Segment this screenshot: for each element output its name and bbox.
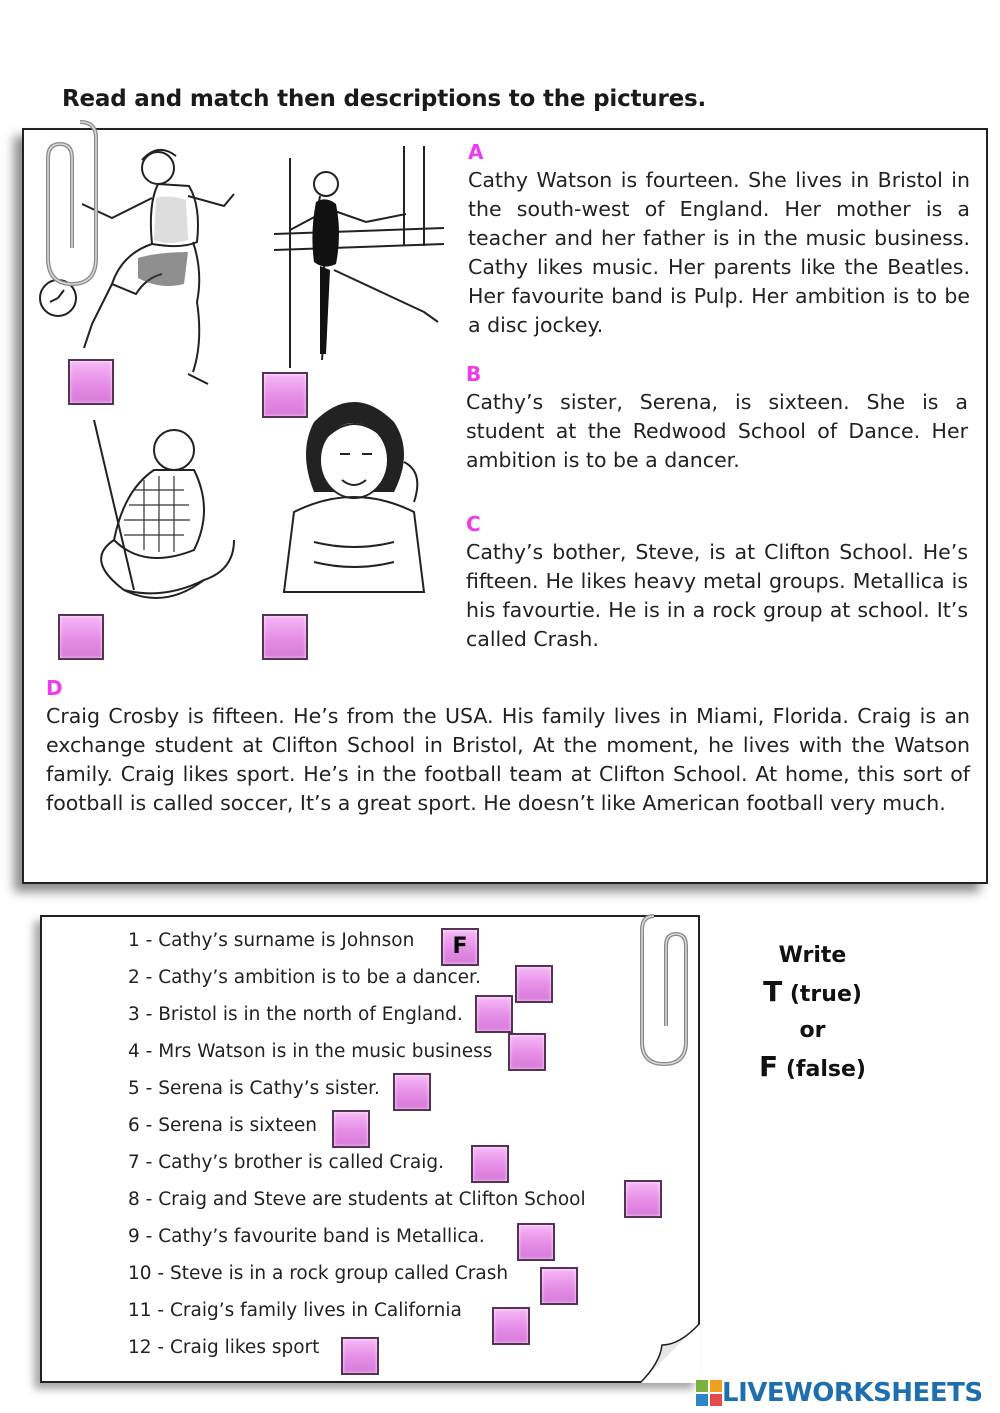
answer-box-5[interactable] xyxy=(393,1073,431,1111)
answer-box-6[interactable] xyxy=(332,1110,370,1148)
question-4: 4 - Mrs Watson is in the music business xyxy=(128,1041,493,1062)
picture-4-answer-box[interactable] xyxy=(262,614,308,660)
answer-box-3[interactable] xyxy=(475,995,513,1033)
true-false-panel xyxy=(40,915,700,1383)
question-5: 5 - Serena is Cathy’s sister. xyxy=(128,1078,380,1099)
paperclip-icon-2 xyxy=(640,912,690,1067)
false-label: (false) xyxy=(785,1057,866,1082)
question-12: 12 - Craig likes sport xyxy=(128,1337,320,1358)
answer-box-4[interactable] xyxy=(508,1033,546,1071)
answer-box-9[interactable] xyxy=(517,1223,555,1261)
reading-panel xyxy=(22,128,988,884)
picture-guitarist xyxy=(64,410,244,620)
question-8: 8 - Craig and Steve are students at Clifton School xyxy=(128,1189,586,1210)
question-10: 10 - Steve is in a rock group called Crash xyxy=(128,1263,509,1284)
picture-girl-headphones xyxy=(254,392,444,602)
question-11: 11 - Craig’s family lives in California xyxy=(128,1300,462,1321)
question-1: 1 - Cathy’s surname is Johnson xyxy=(128,930,415,951)
paragraph-b-text: Cathy’s sister, Serena, is sixteen. She is a student at the Redwood School of Dance. Her ambition is to be a dancer. xyxy=(466,390,968,472)
f-letter: F xyxy=(759,1050,779,1083)
answer-box-10[interactable] xyxy=(540,1267,578,1305)
t-letter: T xyxy=(763,975,783,1008)
question-3: 3 - Bristol is in the north of England. xyxy=(128,1004,463,1025)
answer-box-1[interactable]: F xyxy=(441,928,479,966)
picture-ballet-dancer xyxy=(254,138,454,368)
paperclip-icon xyxy=(40,118,100,288)
picture-1-answer-box[interactable] xyxy=(68,359,114,405)
question-7: 7 - Cathy’s brother is called Craig. xyxy=(128,1152,444,1173)
paragraph-b-letter: B xyxy=(466,362,482,386)
question-2: 2 - Cathy’s ambition is to be a dancer. xyxy=(128,967,481,988)
question-9: 9 - Cathy’s favourite band is Metallica. xyxy=(128,1226,485,1247)
question-6: 6 - Serena is sixteen xyxy=(128,1115,317,1136)
answer-box-12[interactable] xyxy=(341,1337,379,1375)
answer-box-11[interactable] xyxy=(492,1307,530,1345)
paragraph-c-text: Cathy’s bother, Steve, is at Clifton School. He’s fifteen. He likes heavy metal groups. Metallica is his favourtie. He is in a rock group at school. It’s called Crash. xyxy=(466,540,968,651)
true-label: (true) xyxy=(789,982,862,1007)
liveworksheets-logo-icon xyxy=(696,1380,722,1406)
liveworksheets-logo xyxy=(696,1378,983,1408)
logo-text: LIVEWORKSHEETS xyxy=(722,1378,983,1408)
write-label: Write xyxy=(778,943,847,968)
folded-corner xyxy=(640,1323,700,1383)
answer-box-7[interactable] xyxy=(471,1145,509,1183)
write-true-false-instruction xyxy=(740,938,885,1088)
paragraph-d-text: Craig Crosby is fifteen. He’s from the USA. His family lives in Miami, Florida. Craig is an exchange student at Clifton School in Bristol, At the moment, he lives with the Watson family. Craig likes sport. He’s in the football team at Clifton School. At home, this sort of football is called soccer, It’s a great sport. He doesn’t like American football very much. xyxy=(46,704,970,815)
picture-3-answer-box[interactable] xyxy=(58,614,104,660)
paragraph-c-letter: C xyxy=(466,512,481,536)
answer-box-2[interactable] xyxy=(515,965,553,1003)
answer-box-8[interactable] xyxy=(624,1180,662,1218)
paragraph-a-letter: A xyxy=(468,140,484,164)
paragraph-a-text: Cathy Watson is fourteen. She lives in Bristol in the south-west of England. Her mother is a teacher and her father is in the music business. Cathy likes music. Her parents like the Beatles. Her favourite band is Pulp. Her ambition is to be a disc jockey. xyxy=(468,168,970,337)
picture-2-answer-box[interactable] xyxy=(262,372,308,418)
instruction-heading: Read and match then descriptions to the pictures. xyxy=(62,86,707,112)
or-label: or xyxy=(799,1018,826,1043)
paragraph-d-letter: D xyxy=(46,676,63,700)
